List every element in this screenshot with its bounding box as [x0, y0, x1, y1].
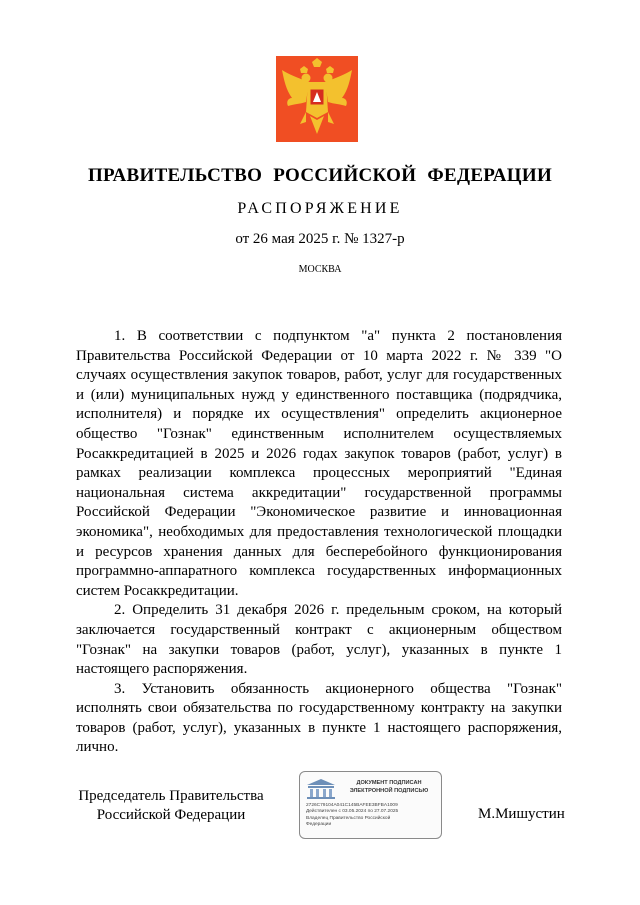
coat-of-arms-icon [276, 56, 358, 142]
signatory-position [76, 787, 266, 825]
document-body [76, 327, 562, 758]
document-city: МОСКВА [298, 264, 342, 275]
paragraph-1: 1. В соответствии с подпунктом "а" пункта 2 постановления Правительства Российской Федерации от 10 марта 2022 г. № 339 "О случаях осуществления закупок товаров, работ, услуг для государственных и (или) муниципальных нужд у единственного поставщика (подрядчика, исполнителя) и порядке их осуществления" определить акционерное общество "Гознак" единственным исполнителем осуществляемых Росаккредитацией в 2025 и 2026 годах закупок товаров (работ, услуг) в рамках реализации комплекса процессных мероприятий "Единая национальная система аккредитации" государственной программы Российской Федерации "Экономическое развитие и инновационная экономика", необходимых для предоставления технологической площадки и ресурсов хранения данных для бесперебойного функционирования программно-аппаратного комплекса государственных информационных систем Росаккредитации. [76, 328, 562, 599]
signatory-position-line2: Российской Федерации [96, 807, 246, 823]
document-date-number: от 26 мая 2025 г. № 1327-р [235, 231, 405, 247]
signatory-position-line1: Председатель Правительства [78, 788, 264, 804]
electronic-signature-stamp [299, 771, 442, 839]
stamp-heading-line2: ЭЛЕКТРОННОЙ ПОДПИСЬЮ [349, 788, 429, 794]
signatory-name: М.Мишустин [478, 806, 565, 822]
paragraph-2: 2. Определить 31 декабря 2026 г. предельным сроком, на который заключается государственный контракт с акционерным обществом "Гознак" на закупки товаров (работ, услуг), указанных в пункте 1 настоящего распоряжения. [76, 602, 562, 678]
stamp-heading [340, 779, 438, 795]
stamp-validity: Действителен с 03.05.2024 по 27.07.2025 [306, 809, 399, 815]
paragraph-3: 3. Установить обязанность акционерного общества "Гознак" исполнять свои обязательства по государственному контракту на закупки товаров (работ, услуг), указанных в пункте 1 настоящего распоряжения, лично. [76, 680, 562, 756]
stamp-details [306, 803, 438, 829]
government-title: ПРАВИТЕЛЬСТВО РОССИЙСКОЙ ФЕДЕРАЦИИ [87, 165, 553, 186]
stamp-owner: Владелец Правительство Российской [306, 815, 391, 821]
stamp-owner-cont: Федерации [306, 822, 332, 828]
government-building-icon [305, 778, 337, 800]
stamp-heading-line1: ДОКУМЕНТ ПОДПИСАН [356, 780, 422, 786]
document-type: РАСПОРЯЖЕНИЕ [237, 200, 403, 217]
stamp-certificate: 2726C79104A041C145BAFEE3BFBA1009 [306, 803, 398, 808]
